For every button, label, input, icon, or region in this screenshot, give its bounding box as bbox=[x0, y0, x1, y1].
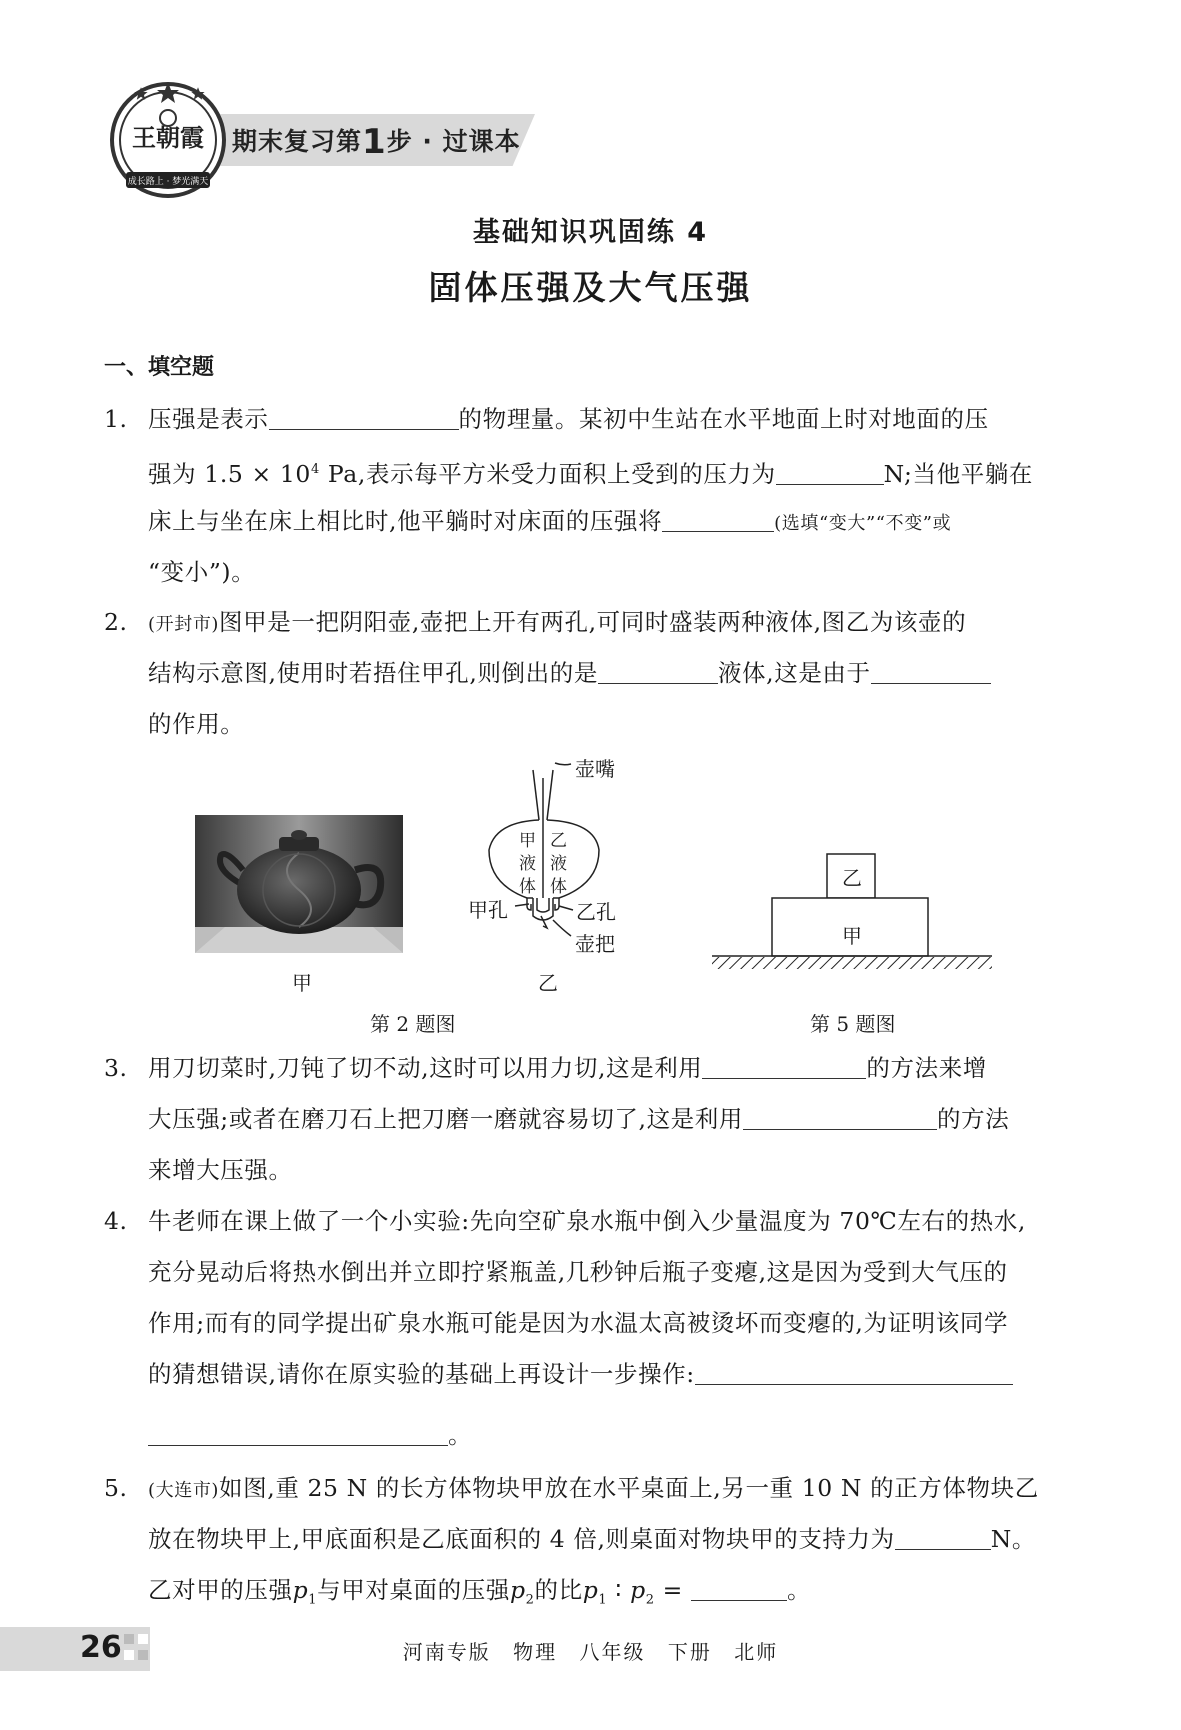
q5-line-2: 放在物块甲上,甲底面积是乙底面积的 4 倍,则桌面对物块甲的支持力为 N。 bbox=[148, 1525, 1036, 1553]
q2-line-1: 2. (开封市)图甲是一把阴阳壶,壶把上开有两孔,可同时盛装两种液体,图乙为该壶的 bbox=[104, 608, 967, 636]
q5-blank-1[interactable] bbox=[895, 1527, 991, 1550]
svg-text:液: 液 bbox=[550, 854, 567, 874]
page-title: 固体压强及大气压强 bbox=[428, 268, 753, 307]
q1-line-1: 1. 压强是表示 的物理量。某初中生站在水平地面上时对地面的压 bbox=[104, 405, 989, 433]
q4-blank-2[interactable] bbox=[148, 1423, 448, 1446]
q3-blank-1[interactable] bbox=[702, 1056, 866, 1079]
footer-info: 河南专版 物理 八年级 下册 北师 bbox=[402, 1640, 779, 1664]
fig-yi-label: 乙 bbox=[538, 971, 558, 995]
page-subtitle: 基础知识巩固练 4 bbox=[472, 217, 709, 248]
q5-line-3: 乙对甲的压强$p_1$与甲对桌面的压强$p_2$的比$p_1$ ∶ $p_2$ = 。 bbox=[148, 1576, 812, 1608]
label-spout: 壶嘴 bbox=[575, 757, 615, 781]
page-number: 26 bbox=[80, 1630, 122, 1665]
svg-text:乙: 乙 bbox=[550, 831, 567, 851]
label-jia-hole: 甲孔 bbox=[468, 898, 508, 922]
q2-line-3: 的作用。 bbox=[148, 710, 245, 738]
label-yi-hole: 乙孔 bbox=[576, 900, 616, 924]
teapot-structure-diagram bbox=[455, 758, 655, 958]
q5-blank-2[interactable] bbox=[691, 1578, 787, 1601]
q1-blank-3[interactable] bbox=[662, 509, 774, 532]
caption-q5: 第 5 题图 bbox=[810, 1012, 896, 1036]
q5-line-1: 5. (大连市)如图,重 25 N 的长方体物块甲放在水平桌面上,另一重 10 N 的正方体物块乙 bbox=[104, 1474, 1039, 1502]
teapot-photo bbox=[195, 815, 403, 953]
q3-line-1: 3. 用刀切菜时,刀钝了切不动,这时可以用力切,这是利用 的方法来增 bbox=[104, 1054, 987, 1082]
q1-line-2: 强为 $1.5 \times 10^4$ Pa,表示每平方米受力面积上受到的压力为 N;当他平躺在 bbox=[148, 459, 1034, 488]
q2-line-2: 结构示意图,使用时若捂住甲孔,则倒出的是 液体,这是由于 bbox=[148, 658, 991, 688]
q3-line-2: 大压强;或者在磨刀石上把刀磨一磨就容易切了,这是利用 的方法 bbox=[148, 1105, 1010, 1133]
svg-text:甲: 甲 bbox=[519, 831, 536, 851]
q3-line-3: 来增大压强。 bbox=[148, 1156, 293, 1184]
block-jia-label: 甲 bbox=[842, 924, 862, 948]
fig-jia-label: 甲 bbox=[292, 971, 312, 995]
svg-text:体: 体 bbox=[519, 877, 536, 897]
q1-line-3: 床上与坐在床上相比时,他平躺时对床面的压强将 (选填“变大”“不变”或 bbox=[148, 507, 952, 535]
q4-line-2: 充分晃动后将热水倒出并立即拧紧瓶盖,几秒钟后瓶子变瘪,这是因为受到大气压的 bbox=[148, 1258, 1008, 1286]
svg-text:体: 体 bbox=[550, 877, 567, 897]
header-banner-text: 期末复习第1步 · 过课本 bbox=[232, 122, 521, 162]
q4-line-4: 的猜想错误,请你在原实验的基础上再设计一步操作: bbox=[148, 1359, 1013, 1389]
caption-q2: 第 2 题图 bbox=[370, 1012, 456, 1036]
q3-blank-2[interactable] bbox=[743, 1107, 937, 1130]
q1-blank-1[interactable] bbox=[269, 407, 459, 430]
q2-blank-2[interactable] bbox=[871, 661, 991, 684]
q4-line-1: 4. 牛老师在课上做了一个小实验:先向空矿泉水瓶中倒入少量温度为 70℃左右的热水, bbox=[104, 1207, 1026, 1235]
svg-text:液: 液 bbox=[519, 854, 536, 874]
q1-line-4: “变小”)。 bbox=[148, 558, 256, 586]
q4-line-3: 作用;而有的同学提出矿泉水瓶可能是因为水温太高被烫坏而变瘪的,为证明该同学 bbox=[148, 1309, 1009, 1337]
logo-slogan: 成长路上 · 梦光满天 bbox=[127, 177, 209, 187]
logo-name: 王朝霞 bbox=[132, 123, 204, 152]
q1-blank-2[interactable] bbox=[776, 462, 884, 485]
q4-line-5: 。 bbox=[148, 1420, 472, 1450]
q2-blank-1[interactable] bbox=[598, 661, 718, 684]
brand-logo bbox=[108, 80, 228, 200]
section-heading: 一、填空题 bbox=[104, 355, 215, 380]
label-handle: 壶把 bbox=[575, 932, 615, 956]
block-yi-label: 乙 bbox=[842, 866, 862, 890]
q4-blank-1[interactable] bbox=[695, 1362, 1013, 1385]
